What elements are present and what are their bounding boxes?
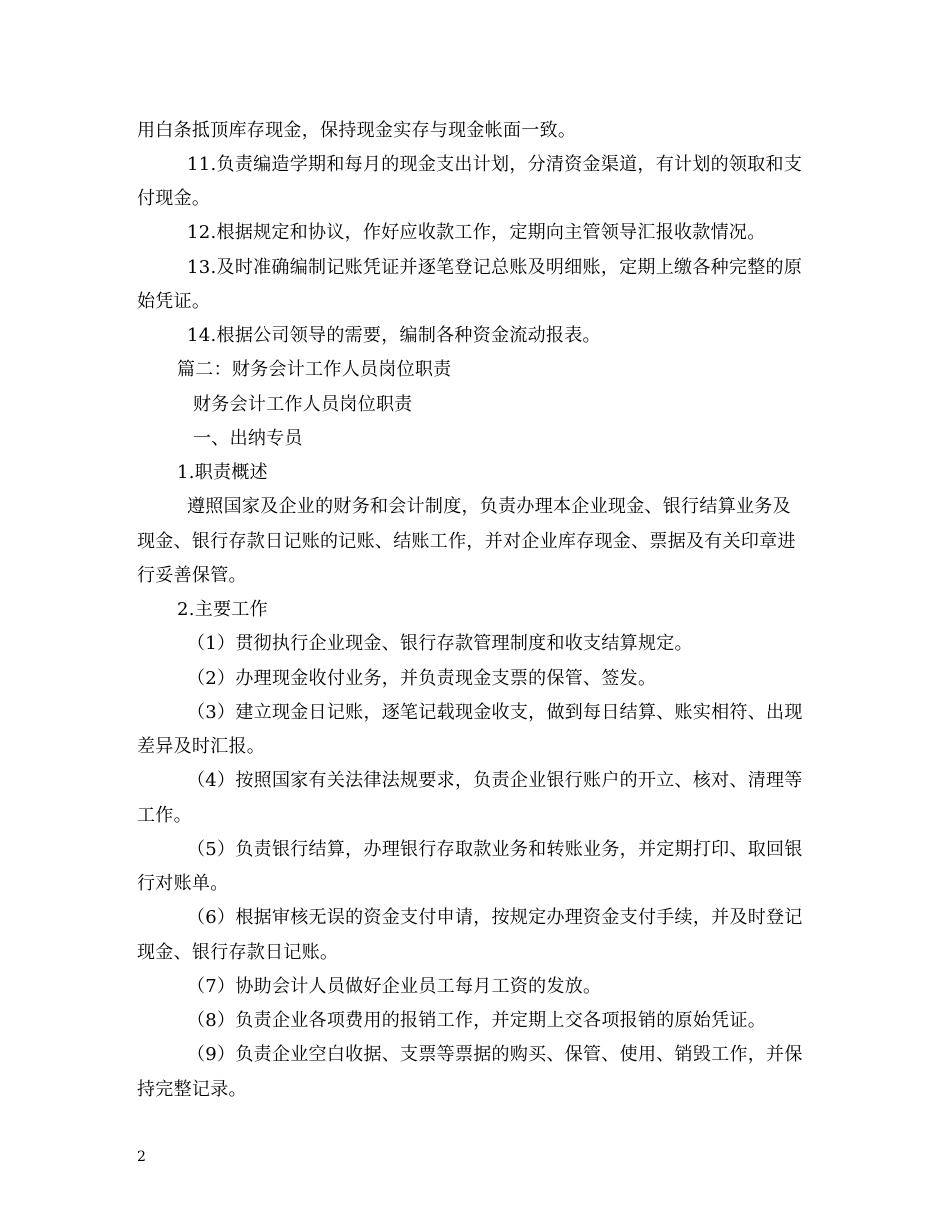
list-item-continuation: 现金、银行存款日记账。 <box>137 942 339 963</box>
list-item: （4）按照国家有关法律法规要求，负责企业银行账户的开立、核对、清理等 <box>187 770 803 791</box>
text-line: 现金、银行存款日记账的记账、结账工作，并对企业库存现金、票据及有关印章进 <box>137 531 796 552</box>
list-item: （3）建立现金日记账，逐笔记载现金收支，做到每日结算、账实相符、出现 <box>187 702 803 723</box>
document-title: 财务会计工作人员岗位职责 <box>193 394 413 415</box>
list-item: （5）负责银行结算，办理银行存取款业务和转账业务，并定期打印、取回银 <box>187 839 803 860</box>
section-heading: 一、出纳专员 <box>193 428 303 449</box>
list-item-continuation: 工作。 <box>137 805 192 826</box>
list-item: （1）贯彻执行企业现金、银行存款管理制度和收支结算规定。 <box>187 633 693 654</box>
text-line: 遵照国家及企业的财务和会计制度，负责办理本企业现金、银行结算业务及 <box>187 496 791 517</box>
list-item-continuation: 持完整记录。 <box>137 1079 247 1100</box>
section-heading: 篇二：财务会计工作人员岗位职责 <box>177 359 452 380</box>
text-line: 13.及时准确编制记账凭证并逐笔登记总账及明细账，定期上缴各种完整的原 <box>187 257 803 278</box>
text-line: 行妥善保管。 <box>137 565 247 586</box>
list-item-continuation: 差异及时汇报。 <box>137 736 266 757</box>
list-item: （7）协助会计人员做好企业员工每月工资的发放。 <box>187 976 602 997</box>
list-item-continuation: 行对账单。 <box>137 873 229 894</box>
text-line: 始凭证。 <box>137 291 211 312</box>
page-number: 2 <box>137 1149 146 1165</box>
text-line: 12.根据规定和协议，作好应收款工作，定期向主管领导汇报收款情况。 <box>187 222 766 243</box>
list-item: （6）根据审核无误的资金支付申请，按规定办理资金支付手续，并及时登记 <box>187 907 803 928</box>
list-item: （2）办理现金收付业务，并负责现金支票的保管、签发。 <box>187 668 657 689</box>
text-line: 11.负责编造学期和每月的现金支出计划，分清资金渠道，有计划的领取和支 <box>187 154 803 175</box>
subsection-heading: 2.主要工作 <box>177 599 268 620</box>
list-item: （9）负责企业空白收据、支票等票据的购买、保管、使用、销毁工作，并保 <box>187 1044 803 1065</box>
list-item: （8）负责企业各项费用的报销工作，并定期上交各项报销的原始凭证。 <box>187 1010 767 1031</box>
text-line: 付现金。 <box>137 188 211 209</box>
text-line: 用白条抵顶库存现金，保持现金实存与现金帐面一致。 <box>137 120 577 141</box>
text-line: 14.根据公司领导的需要，编制各种资金流动报表。 <box>187 325 601 346</box>
subsection-heading: 1.职责概述 <box>177 462 268 483</box>
